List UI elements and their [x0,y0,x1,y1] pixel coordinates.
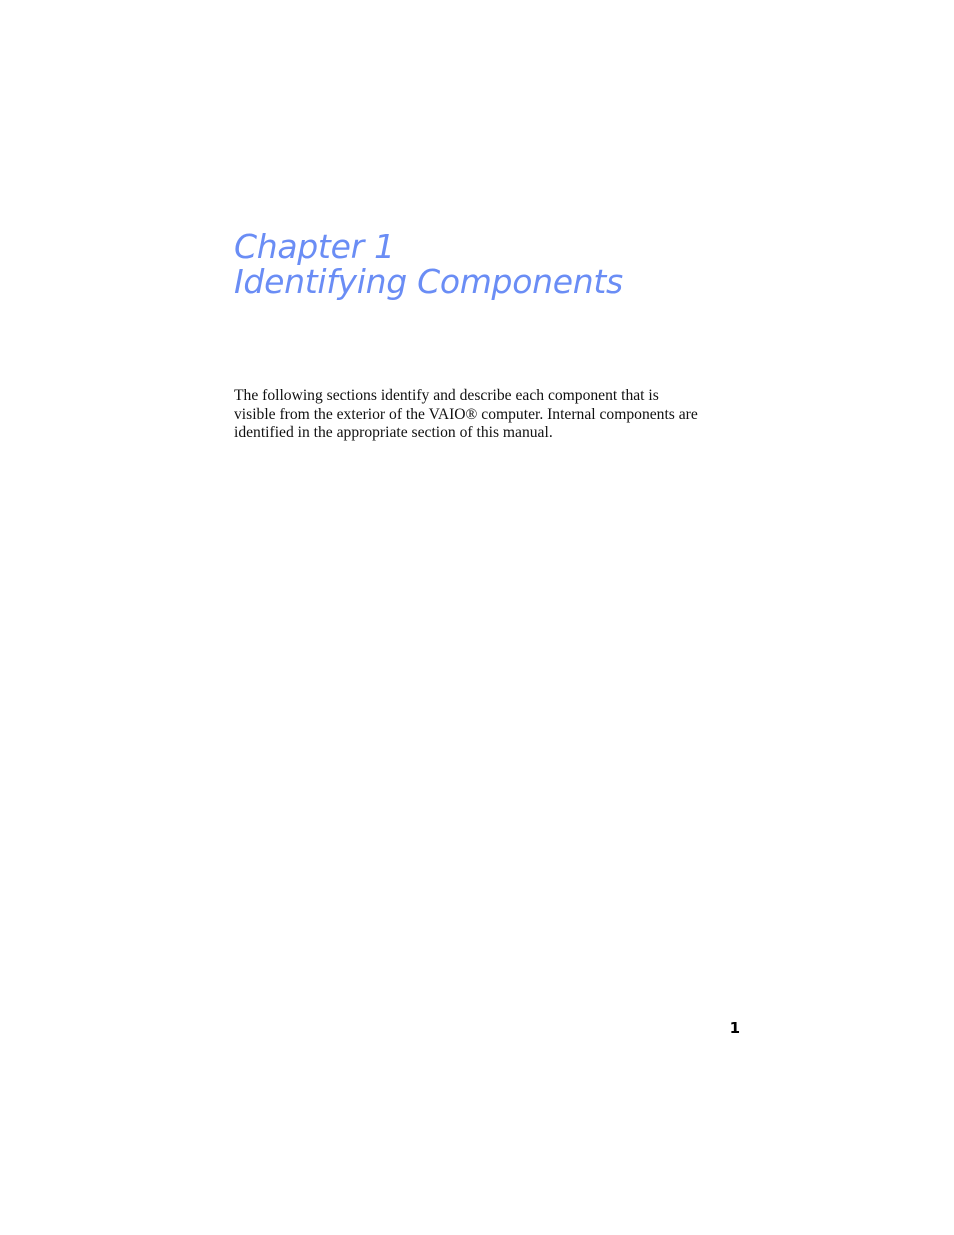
intro-line: identified in the appropriate section of this manual. [234,424,553,441]
intro-line: The following sections identify and describe each component that is [234,387,659,404]
intro-line: visible from the exterior of the VAIO® computer. Internal components are [234,405,698,423]
chapter-number: Chapter 1 [234,227,395,266]
chapter-name: Identifying Components [234,262,623,301]
page-number: 1 [729,1019,740,1037]
chapter-title [234,229,623,299]
intro-paragraph [234,387,754,443]
